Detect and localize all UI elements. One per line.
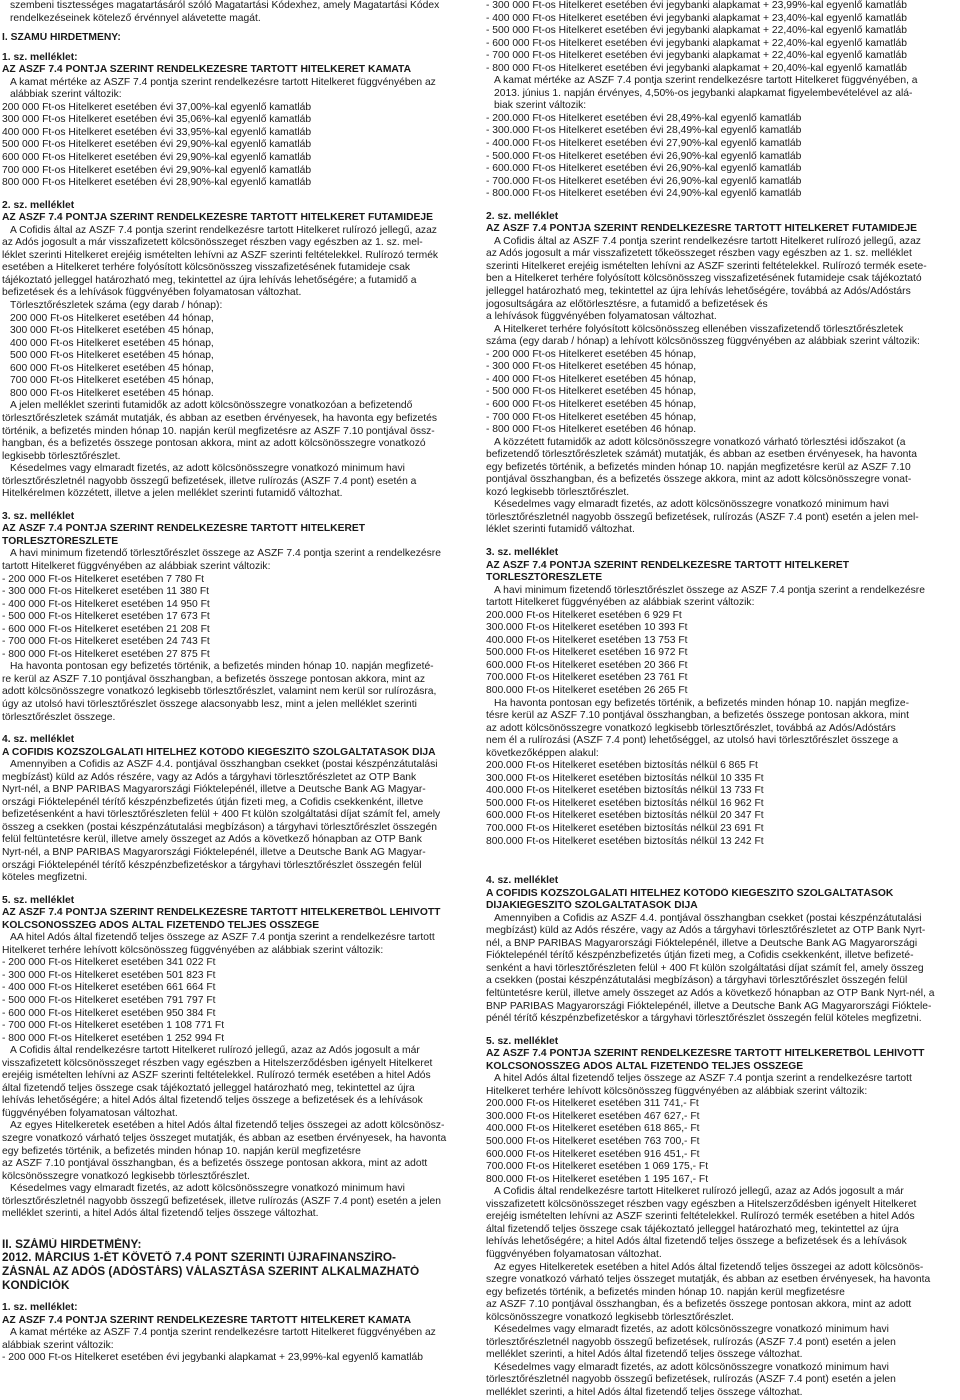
text-line: - 500.000 Ft-os Hitelkeret esetében évi 26,90%-kal egyenlő kamatláb [486,150,802,162]
text-line: 2013. június 1. napján érvényes, 4,50%-os jegybanki alapkamat figyelembevételével az alá- [494,87,913,99]
text-line: - 300 000 Ft-os Hitelkeret esetében évi jegybanki alapkamat + 23,99%-kal egyenlő kamatláb [486,0,907,11]
text-line: befizetendő törlesztőrészletek számát) mutatják, és abban az esetben érvényesek, ha havonta [486,449,918,461]
text-line: A Cofidis által rendelkezésre tartott Hitelkeret rulírozó jellegű, azaz az Adós jogosult a már [10,1045,420,1057]
text-line: 200 000 Ft-os Hitelkeret esetében évi 37,00%-kal egyenlő kamatláb [2,101,312,113]
text-line: tartott Hitelkeret függvényében az alábbiak szerint változik: [2,560,271,572]
text-line: függvényében folyamatosan változhat. [486,1248,662,1260]
text-line: - 800 000 Ft-os Hitelkeret esetében 46 hónap. [486,424,697,436]
spacer [486,848,956,858]
text-line: 400.000 Ft-os Hitelkeret esetében biztosítás nélkül 13 733 Ft [486,785,764,797]
section-heading: AZ ÁSZF 7.4 PONTJA SZERINT RENDELKEZÉSRE TARTOTT HITELKERET KAMATA [2,64,412,76]
text-line: nem él a rulírozási (ÁSZF 7.4 pont) lehetőséggel, az utolsó havi törlesztőrészlet összege a [486,735,899,747]
text-line: - 700 000 Ft-os Hitelkeret esetében 45 hónap, [486,411,697,423]
text-line: tartott Hitelkeret függvényében az alábbiak szerint változik: [486,597,755,609]
text-line: melléklet szerinti, a hitel Adós által fizetendő teljes összege változhat. [2,1208,319,1220]
text-line: 300.000 Ft-os Hitelkeret esetében 467 627,- Ft [486,1110,700,1122]
text-line: Nyrt-nél, a BNP PARIBAS Magyarországi Fióktelepénél, illetve a Deutsche Bank AG Magyar- [2,784,426,796]
text-line: 700.000 Ft-os Hitelkeret esetében biztosítás nélkül 23 691 Ft [486,823,764,834]
text-line: A Cofidis által az ÁSZF 7.4 pontja szerint rendelkezésre tartott Hitelkeret rulírozó jellegű, azaz [10,224,437,236]
text-line: 200.000 Ft-os Hitelkeret esetében biztosítás nélkül 6 865 Ft [486,760,758,772]
text-line: - 300.000 Ft-os Hitelkeret esetében évi 28,49%-kal egyenlő kamatláb [486,125,802,137]
text-line: 400.000 Ft-os Hitelkeret esetében 13 753 Ft [486,634,688,646]
text-line: jogosultságára az előtörlesztésre, a futamidő a befizetések és [486,298,768,310]
text-line: - 800 000 Ft-os Hitelkeret esetében 27 875 Ft [2,648,210,660]
text-line: Az egyes Hitelkeretek esetében a hitel Adós által fizetendő teljes összegei az adott kölcsönös- [494,1261,924,1273]
text-line: úgy az utolsó havi törlesztőrészlet összege alacsonyabb lesz, mint a jelen melléklet szerinti [2,698,417,710]
text-line: Az egyes Hitelkeretek esetében a hitel Adós által fizetendő teljes összegei az adott kölcsönösz- [10,1120,445,1132]
text-line: Késedelmes vagy elmaradt fizetés, az adott kölcsönösszegre vonatkozó minimum havi [494,1361,889,1373]
text-line: 200.000 Ft-os Hitelkeret esetében 311 741,- Ft [486,1098,699,1110]
section-heading: 4. sz. melléklet [2,734,75,746]
section-heading: 4. sz. melléklet [486,875,559,887]
spacer [2,724,472,734]
text-line: jelleggel határozható meg, tekintettel az újra lehívás lehetőségére, továbbá az Adós/Adóstárs [486,286,911,298]
text-line: - 700 000 Ft-os Hitelkeret esetében évi jegybanki alapkamat + 22,40%-kal egyenlő kamatláb [486,50,907,62]
text-line: 500.000 Ft-os Hitelkeret esetében biztosítás nélkül 16 962 Ft [486,797,764,809]
text-line: - 600 000 Ft-os Hitelkeret esetében 950 384 Ft [2,1007,216,1019]
text-line: BNP PARIBAS Magyarországi Fióktelepénél, illetve a Deutsche Bank AG Magyarországi Fióktele- [486,1000,932,1012]
section-heading: 1. sz. melléklet: [2,1302,78,1314]
text-line: a lehívások függvényében folyamatosan változhat. [486,311,717,323]
text-line: Késedelmes vagy elmaradt fizetés, az adott kölcsönösszegre vonatkozó minimum havi [10,463,405,475]
text-line: Törlesztőrészletek száma (egy darab / hónap): [10,300,223,312]
text-line: - 600 000 Ft-os Hitelkeret esetében 45 hónap, [486,398,697,410]
section-heading: 2. sz. melléklet [486,210,559,222]
text-line: 700.000 Ft-os Hitelkeret esetében 23 761 Ft [486,672,688,684]
spacer [486,201,956,211]
text-line: Hitelkeret terhére lehívott kölcsönösszeg függvényében az alábbiak szerint változik: [486,1085,868,1097]
text-line: - 800 000 Ft-os Hitelkeret esetében évi jegybanki alapkamat + 20,40%-kal egyenlő kamatláb [486,62,907,74]
text-line: Nyrt-nél, a BNP PARIBAS Magyarországi Fióktelepénél, illetve a Deutsche Bank AG Magyar- [2,847,426,858]
section-heading: AZ ÁSZF 7.4 PONTJA SZERINT RENDELKEZÉSRE TARTOTT HITELKERETBŐL LEHÍVOTT [486,1048,925,1060]
text-line: léklet szerinti futamidő változhat. [486,524,635,536]
text-line: Késedelmes vagy elmaradt fizetés, az adott kölcsönösszegre vonatkozó minimum havi [494,1324,889,1336]
text-line: kozó legkisebb törlesztőrészlet. [486,486,630,498]
section-heading: AZ ÁSZF 7.4 PONTJA SZERINT RENDELKEZÉSRE TARTOTT HITELKERETBŐL LEHÍVOTT [2,907,441,919]
text-line: Fióktelepénél térítő készpénzbefizetés útján fizeti meg, a Cofidis csekkenként, illetve befizeté- [486,950,914,962]
section-heading: 2012. MÁRCIUS 1-ÉT KÖVETŐ 7.4 PONT SZERINTI ÚJRAFINANSZÍRO- [2,1251,396,1265]
section-heading: AZ ÁSZF 7.4 PONTJA SZERINT RENDELKEZÉSRE TARTOTT HITELKERET KAMATA [2,1314,412,1326]
text-line: visszafizetett kölcsönösszeget részben vagy egészben a Hitelszerződésben igényelt Hitelkeret [486,1198,917,1210]
text-line: kölcsönösszegre vonatkozó legkisebb törlesztőrészlet. [486,1311,734,1323]
text-line: 400 000 Ft-os Hitelkeret esetében 45 hónap, [10,337,214,349]
section-heading: 5. sz. melléklet [2,894,75,906]
text-line: 800.000 Ft-os Hitelkeret esetében 1 195 167,- Ft [486,1173,709,1185]
text-line: A Cofidis által rendelkezésre tartott Hitelkeret rulírozó jellegű, azaz az Adós jogosult a már [494,1186,904,1198]
text-line: - 200.000 Ft-os Hitelkeret esetében évi 28,49%-kal egyenlő kamatláb [486,112,802,124]
text-line: következőképpen alakul: [486,747,599,759]
text-line: melléklet szerinti, a hitel Adós által fizetendő teljes összege változhat. [486,1349,803,1361]
section-heading: 3. sz. melléklet [486,546,559,558]
text-line: megbízást) küld az Adós részére, vagy az Adós a tárgyhavi törlesztőrészletet az OTP Bank Nyrt- [486,925,926,937]
text-line: a csekken (postai készpénzátutalási megbízáson) a tárgyhavi törlesztőrészlet összegén felül [486,975,908,987]
text-line: A Hitelkeret terhére folyósított kölcsönösszeg ellenében visszafizetendő törlesztőrészletek [494,323,904,335]
text-line: - 400.000 Ft-os Hitelkeret esetében évi 27,90%-kal egyenlő kamatláb [486,138,802,150]
text-line: szerinti Hitelkeret erejéig ismételten lehívni az ÁSZF szerinti feltételekkel. Rulírozó termék esete- [486,260,927,272]
text-line: A kamat mértéke az ÁSZF 7.4 pontja szerint rendelkezésre tartott Hitelkeret függvényében az [10,1327,436,1339]
text-line: 500.000 Ft-os Hitelkeret esetében 16 972 Ft [486,647,688,659]
text-line: 600.000 Ft-os Hitelkeret esetében 20 366 Ft [486,659,688,671]
text-line: felül feltüntetésre kerül, illetve amely összeget az Adós a következő hónapban az OTP Bank [2,834,422,846]
text-line: léklet szerinti Hitelkeret erejéig ismételten lehívni az ÁSZF szerinti feltételekkel. Rulírozó termék [2,249,439,261]
text-line: A Cofidis által az ÁSZF 7.4 pontja szerint rendelkezésre tartott Hitelkeret rulírozó jellegű, azaz [494,235,921,247]
spacer [2,45,472,52]
text-line: 600 000 Ft-os Hitelkeret esetében évi 29,90%-kal egyenlő kamatláb [2,152,312,164]
text-line: Késedelmes vagy elmaradt fizetés, az adott kölcsönösszegre vonatkozó minimum havi [494,499,889,511]
text-line: 300.000 Ft-os Hitelkeret esetében 10 393 Ft [486,622,688,634]
text-line: Ha havonta pontosan egy befizetés történik, a befizetés minden hónap 10. napján megfize- [494,697,910,709]
text-line: A közzétett futamidők az adott kölcsönösszegre vonatkozó várható törlesztési időszakot (a [494,436,906,448]
spacer [2,501,472,511]
text-line: az ÁSZF 7.10 pontjával összhangban, és a befizetés összege pontosan akkora, mint az adott [2,1158,428,1170]
section-heading: 3. sz. melléklet [2,510,75,522]
text-line: - 800.000 Ft-os Hitelkeret esetében évi 24,90%-kal egyenlő kamatláb [486,188,802,200]
text-line: törlesztőrészletek számát mutatják, és abban az esetben érvényesek, ha havonta egy befizetés [2,412,438,424]
section-heading: AZ ÁSZF 7.4 PONTJA SZERINT RENDELKEZÉSRE TARTOTT HITELKERET [486,559,850,571]
section-heading: KÖLCSÖNÖSSZEG ADÓS ÁLTAL FIZETENDŐ TELJES ÖSSZEGE [2,919,320,931]
text-line: - 600.000 Ft-os Hitelkeret esetében évi 26,90%-kal egyenlő kamatláb [486,163,802,175]
spacer [486,868,956,875]
left-column [2,0,472,1365]
text-line: száma (egy darab / hónap) a lehívott kölcsönösszeg függvényében az alábbiak szerint változik: [486,336,920,348]
text-line: - 200 000 Ft-os Hitelkeret esetében 45 hónap, [486,348,697,360]
text-line: senként a havi törlesztőrészleten felül + 400 Ft külön szolgáltatási díjat számít fel, amely összeg [486,962,924,974]
text-line: által fizetendő teljes összege csak tájékoztató jelleggel határozható meg, tekintettel az újra [2,1082,415,1094]
text-line: Ha havonta pontosan egy befizetés történik, a befizetés minden hónap 10. napján megfizeté- [10,661,434,673]
text-line: erejéig ismételten lehívni az ÁSZF szerinti feltételekkel. Rulírozó termék esetében a hitel Adós [486,1211,915,1223]
text-line: Amennyiben a Cofidis az ÁSZF 4.4. pontjával összhangban csekket (postai készpénzátutalási [494,912,922,924]
text-line: - 300 000 Ft-os Hitelkeret esetében 501 823 Ft [2,969,216,981]
text-line: - 700 000 Ft-os Hitelkeret esetében 1 108 771 Ft [2,1020,225,1032]
spacer [2,1292,472,1302]
text-line: - 300 000 Ft-os Hitelkeret esetében 11 380 Ft [2,586,210,598]
text-line: 400 000 Ft-os Hitelkeret esetében évi 33,95%-kal egyenlő kamatláb [2,126,312,138]
text-line: - 400 000 Ft-os Hitelkeret esetében 661 664 Ft [2,982,216,994]
text-line: Amennyiben a Cofidis az ÁSZF 4.4. pontjával összhangban csekket (postai készpénzátutalási [10,759,438,771]
text-line: 300 000 Ft-os Hitelkeret esetében 45 hónap, [10,325,214,337]
text-line: országi Fióktelepénél térítő készpénzbefizetés útján fizeti meg, a Cofidis csekkenként, illetve [2,796,424,808]
text-line: biak szerint változik: [494,100,587,112]
text-line: - 400 000 Ft-os Hitelkeret esetében 14 950 Ft [2,598,210,610]
section-heading: A COFIDIS KÖZSZOLGÁLATI HITELHEZ KÖTŐDŐ KIEGÉSZÍTŐ SZOLGÁLTATÁSOK DÍJA [2,746,436,758]
section-heading: AZ ÁSZF 7.4 PONTJA SZERINT RENDELKEZÉSRE TARTOTT HITELKERET [2,523,366,535]
spacer [2,1231,472,1238]
text-line: megbízást) küld az Adós részére, vagy az Adós a tárgyhavi törlesztőrészletet az OTP Bank [2,771,417,783]
text-line: - 500 000 Ft-os Hitelkeret esetében 17 673 Ft [2,611,210,623]
text-line: - 400 000 Ft-os Hitelkeret esetében 45 hónap, [486,373,697,385]
text-line: törlesztőrészletnél nagyobb összegű befizetések, rulírozás (ÁSZF 7.4 pont) esetén a jelen mel- [486,511,919,523]
text-line: által fizetendő teljes összege csak tájékoztató jelleggel határozható meg, tekintettel az újra [486,1223,899,1235]
text-line: Hitelkérelmen közzétett, illetve a jelen melléklet szerinti futamidő változhat. [2,488,343,500]
text-line: feltüntetésre kerül, illetve amely összeget az Adós a következő hónapban az OTP Bank Nyrt-nél, a [486,988,935,1000]
text-line: 500 000 Ft-os Hitelkeret esetében évi 29,90%-kal egyenlő kamatláb [2,139,312,151]
text-line: adott kölcsönösszegre vonatkozó legkisebb törlesztőrészlet, valamint nem kerül sor rulírozásra, [2,686,437,698]
text-line: 400.000 Ft-os Hitelkeret esetében 618 865,- Ft [486,1123,700,1135]
text-line: legkisebb törlesztőrészlet. [2,450,121,462]
text-line: A hitel Adós által fizetendő teljes összege az ÁSZF 7.4 pontja szerint a rendelkezésre tartott [494,1073,912,1085]
text-line: egy befizetés történik, a befizetés minden hónap 10. napján megfizetésre kerül az ÁSZF 7.10 [486,461,911,473]
text-line: - 700 000 Ft-os Hitelkeret esetében 24 743 Ft [2,636,210,648]
text-line: - 700.000 Ft-os Hitelkeret esetében évi 26,90%-kal egyenlő kamatláb [486,175,802,187]
spacer [486,537,956,547]
text-line: esetében a Hitelkeret terhére folyósított kölcsönösszeg visszafizetésének futamideje csak [2,262,411,274]
text-line: az Adós jogosult a már visszafizetett tőkeösszeget részben vagy egészben az 1. sz. melléklet [486,248,912,260]
section-heading: KONDÍCIÓK [2,1278,70,1292]
text-line: melléklet szerinti, a hitel Adós által fizetendő teljes összege változhat. [486,1386,803,1398]
text-line: A havi minimum fizetendő törlesztőrészlet összege az ÁSZF 7.4 pontja szerint a rendelkezésre [494,584,925,596]
text-line: - 200 000 Ft-os Hitelkeret esetében 7 780 Ft [2,573,205,585]
spacer [486,1026,956,1036]
text-line: A jelen melléklet szerinti futamidők az adott kölcsönösszegre vonatkozóan a befizetendő [10,400,413,412]
text-line: összeg a csekken (postai készpénzátutalási megbízáson) a tárgyhavi törlesztőrészlet összegén [2,821,437,833]
text-line: erejéig ismételten lehívni az ÁSZF szerinti feltételekkel. Rulírozó termék esetében a hitel Adós [2,1070,431,1082]
text-line: Hitelkeret terhére lehívott kölcsönösszeg függvényében az alábbiak szerint változik: [2,944,384,956]
right-column [486,0,956,1400]
section-heading: DÍJAKIEGÉSZÍTŐ SZOLGÁLTATÁSOK DÍJA [486,900,698,912]
text-line: törlesztőrészletnél nagyobb összegű befizetések, rulírozás (ÁSZF 7.4 pont) esetén a jelen [486,1336,896,1348]
text-line: AA hitel Adós által fizetendő teljes összege az ÁSZF 7.4 pontja szerint a rendelkezésre tartott [10,932,435,944]
spacer [486,858,956,868]
section-heading: 1. sz. melléklet: [2,51,78,63]
section-heading: II. SZÁMÚ HIRDETMÉNY: [2,1237,142,1251]
section-heading: A COFIDIS KÖZSZOLGÁLATI HITELHEZ KÖTŐDŐ KIEGÉSZÍTŐ SZOLGÁLTATÁSOK [486,887,894,899]
text-line: egy befizetés történik, a befizetés minden hónap 10. napján kerül megfizetésre [486,1286,845,1298]
text-line: Késedelmes vagy elmaradt fizetés, az adott kölcsönösszegre vonatkozó minimum havi [10,1183,405,1195]
text-line: kölcsönösszegre vonatkozó legkisebb törlesztőrészlet. [2,1170,250,1182]
text-line: törlesztőrészletnél nagyobb összegű befizetések, illetve rulírozás (ÁSZF 7.4 pont) esetén a [2,475,417,487]
text-line: visszafizetett kölcsönösszeget részben vagy egészben a Hitelszerződésben igényelt Hitelkeret [2,1057,433,1069]
text-line: 600 000 Ft-os Hitelkeret esetében 45 hónap, [10,362,214,374]
text-line: ben a Hitelkeret terhére folyósított kölcsönösszeg visszafizetésének futamideje csak tájékoztató [486,273,922,285]
text-line: az adott kölcsönösszegre vonatkozó legkisebb törlesztőrészlet, továbbá az Adós/Adóstárs [486,722,896,734]
text-line: szegre vonatkozó várható teljes összeget mutatják, és abban az esetben érvényesek, ha havonta [486,1274,931,1286]
section-heading: TÖRLESZTŐRÉSZLETE [486,572,603,584]
text-line: - 400 000 Ft-os Hitelkeret esetében évi jegybanki alapkamat + 23,40%-kal egyenlő kamatláb [486,12,907,24]
text-line: köteles megfizetni. [2,872,88,884]
text-line: 200.000 Ft-os Hitelkeret esetében 6 929 Ft [486,609,682,621]
text-line: 700 000 Ft-os Hitelkeret esetében 45 hónap, [10,375,214,387]
text-line: tájékoztató jelleggel határozható meg, tekintettel az újra lehívás lehetőségére; a futamidő a [2,274,417,286]
text-line: - 600 000 Ft-os Hitelkeret esetében 21 208 Ft [2,623,210,635]
text-line: - 500 000 Ft-os Hitelkeret esetében 45 hónap, [486,386,697,398]
text-line: 800.000 Ft-os Hitelkeret esetében biztosítás nélkül 13 242 Ft [486,835,764,847]
text-line: törlesztőrészletnél nagyobb összegű befizetések, rulírozás (ÁSZF 7.4 pont) esetén a jelen [486,1374,896,1386]
text-line: A kamat mértéke az ÁSZF 7.4 pontja szerint rendelkezésre tartott Hitelkeret függvényében az [10,76,436,88]
text-line: az Adós jogosult a már visszafizetett kölcsönösszeget részben vagy egészben az 1. sz. mel- [2,237,423,249]
spacer [2,885,472,895]
text-line: alábbiak szerint változik: [2,1339,114,1351]
spacer [2,25,472,32]
text-line: törlesztőrészlet összege. [2,711,116,723]
section-heading: 5. sz. melléklet [486,1035,559,1047]
section-heading: KÖLCSÖNÖSSZEG ADÓS ÁLTAL FIZETENDŐ TELJES ÖSSZEGE [486,1060,804,1072]
text-line: lehívás lehetőségére; a hitel Adós által fizetendő teljes összege a befizetések és a lehívások [2,1095,423,1107]
text-line: - 500 000 Ft-os Hitelkeret esetében évi jegybanki alapkamat + 22,40%-kal egyenlő kamatláb [486,25,907,37]
text-line: re kerül az ÁSZF 7.10 pontjával összhangban, a befizetés összege pontosan akkora, mint az [2,673,425,685]
section-heading: ZÁSNÁL AZ ADÓS (ADÓSTÁRS) VÁLASZTÁSA SZERINT ALKALMAZHATÓ [2,1265,420,1279]
text-line: lehívás lehetőségére; a hitel Adós által fizetendő teljes összege a befizetések és a lehívások [486,1236,907,1248]
spacer [2,190,472,200]
text-line: 200 000 Ft-os Hitelkeret esetében 44 hónap, [10,312,214,324]
text-line: - 300 000 Ft-os Hitelkeret esetében 45 hónap, [486,361,697,373]
text-line: 600.000 Ft-os Hitelkeret esetében 916 451,- Ft [486,1148,700,1160]
text-line: 300.000 Ft-os Hitelkeret esetében biztosítás nélkül 10 335 Ft [486,772,764,784]
text-line: befizetésenként a havi törlesztőrészleten felül + 400 Ft külön szolgáltatási díjat számít fel, amely [2,809,441,821]
text-line: szembeni tisztességes magatartásáról szóló Magatartási Kódexhez, amely Magatartási Kódex [10,0,440,11]
text-line: 800 000 Ft-os Hitelkeret esetében 45 hónap. [10,387,214,399]
text-line: 800 000 Ft-os Hitelkeret esetében évi 28,90%-kal egyenlő kamatláb [2,177,312,189]
text-line: - 200 000 Ft-os Hitelkeret esetében évi jegybanki alapkamat + 23,99%-kal egyenlő kamatláb [2,1352,423,1364]
text-line: - 800 000 Ft-os Hitelkeret esetében 1 252 994 Ft [2,1032,225,1044]
text-line: tésre kerül az ÁSZF 7.10 pontjával összhangban, a befizetés összege pontosan akkora, mint [486,710,909,722]
text-line: az ÁSZF 7.10 pontjával összhangban, és a befizetés összege pontosan akkora, mint az adott [486,1299,912,1311]
text-line: 800.000 Ft-os Hitelkeret esetében 26 265 Ft [486,684,688,696]
text-line: 600.000 Ft-os Hitelkeret esetében biztosítás nélkül 20 347 Ft [486,810,764,822]
text-line: nél, a BNP PARIBAS Magyarországi Fióktelepénél, illetve a Deutsche Bank AG Magyarországi [486,937,918,949]
text-line: rendelkezéseinek kötelező érvénnyel alávetette magát. [10,12,261,24]
text-line: országi Fióktelepénél térítő készpénzbefizetéskor a tárgyhavi törlesztőrészlet összegén felül [2,859,422,871]
section-heading: AZ ÁSZF 7.4 PONTJA SZERINT RENDELKEZÉSRE TARTOTT HITELKERET FUTAMIDEJE [486,223,917,235]
text-line: A havi minimum fizetendő törlesztőrészlet összege az ÁSZF 7.4 pontja szerint a rendelkezésre [10,548,441,560]
spacer [2,1221,472,1231]
text-line: törlesztőrészletnél nagyobb összegű befizetések, illetve rulírozás (ÁSZF 7.4 pont) esetén a jelen [2,1195,441,1207]
text-line: - 600 000 Ft-os Hitelkeret esetében évi jegybanki alapkamat + 22,40%-kal egyenlő kamatláb [486,37,907,49]
section-heading: 2. sz. melléklet [2,199,75,211]
text-line: történik, a befizetés minden hónap 10. napján kerül megfizetésre az ÁSZF 7.10 pontjával össz- [2,425,435,437]
section-heading: AZ ÁSZF 7.4 PONTJA SZERINT RENDELKEZÉSRE TARTOTT HITELKERET FUTAMIDEJE [2,212,433,224]
text-line: 500.000 Ft-os Hitelkeret esetében 763 700,- Ft [486,1136,700,1148]
text-line: 300 000 Ft-os Hitelkeret esetében évi 35,06%-kal egyenlő kamatláb [2,114,312,126]
text-line: 500 000 Ft-os Hitelkeret esetében 45 hónap, [10,350,214,362]
text-line: - 200 000 Ft-os Hitelkeret esetében 341 022 Ft [2,957,216,969]
section-heading: I. SZÁMÚ HIRDETMÉNY: [2,32,121,44]
text-line: befizetések és a lehívások függvényében folyamatosan változhat. [2,287,302,299]
text-line: 700.000 Ft-os Hitelkeret esetében 1 069 175,- Ft [486,1161,709,1173]
text-line: egy befizetés történik, a befizetés minden hónap 10. napján kerül megfizetésre [2,1145,361,1157]
text-line: 700 000 Ft-os Hitelkeret esetében évi 29,90%-kal egyenlő kamatláb [2,164,312,176]
section-heading: TÖRLESZTŐRÉSZLETE [2,535,119,547]
text-line: pénél térítő készpénzbefizetéskor a tárgyhavi törlesztőrészlet összegén felül köteles megfizetni. [486,1013,922,1025]
text-line: függvényében folyamatosan változhat. [2,1107,178,1119]
text-line: alábbiak szerint változik: [10,89,122,101]
text-line: - 500 000 Ft-os Hitelkeret esetében 791 797 Ft [2,995,216,1007]
text-line: hangban, és a befizetés összege pontosan akkora, mint az adott kölcsönösszegre vonatkozó [2,438,426,450]
text-line: A kamat mértéke az ÁSZF 7.4 pontja szerint rendelkezésre tartott Hitelkeret függvényében, a [494,75,918,87]
text-line: szegre vonatkozó várható teljes összeget mutatják, és abban az esetben érvényesek, ha havonta [2,1133,447,1145]
text-line: pontjával összhangban, és a befizetés összege akkora, mint az adott kölcsönösszegre vonat- [486,474,912,486]
